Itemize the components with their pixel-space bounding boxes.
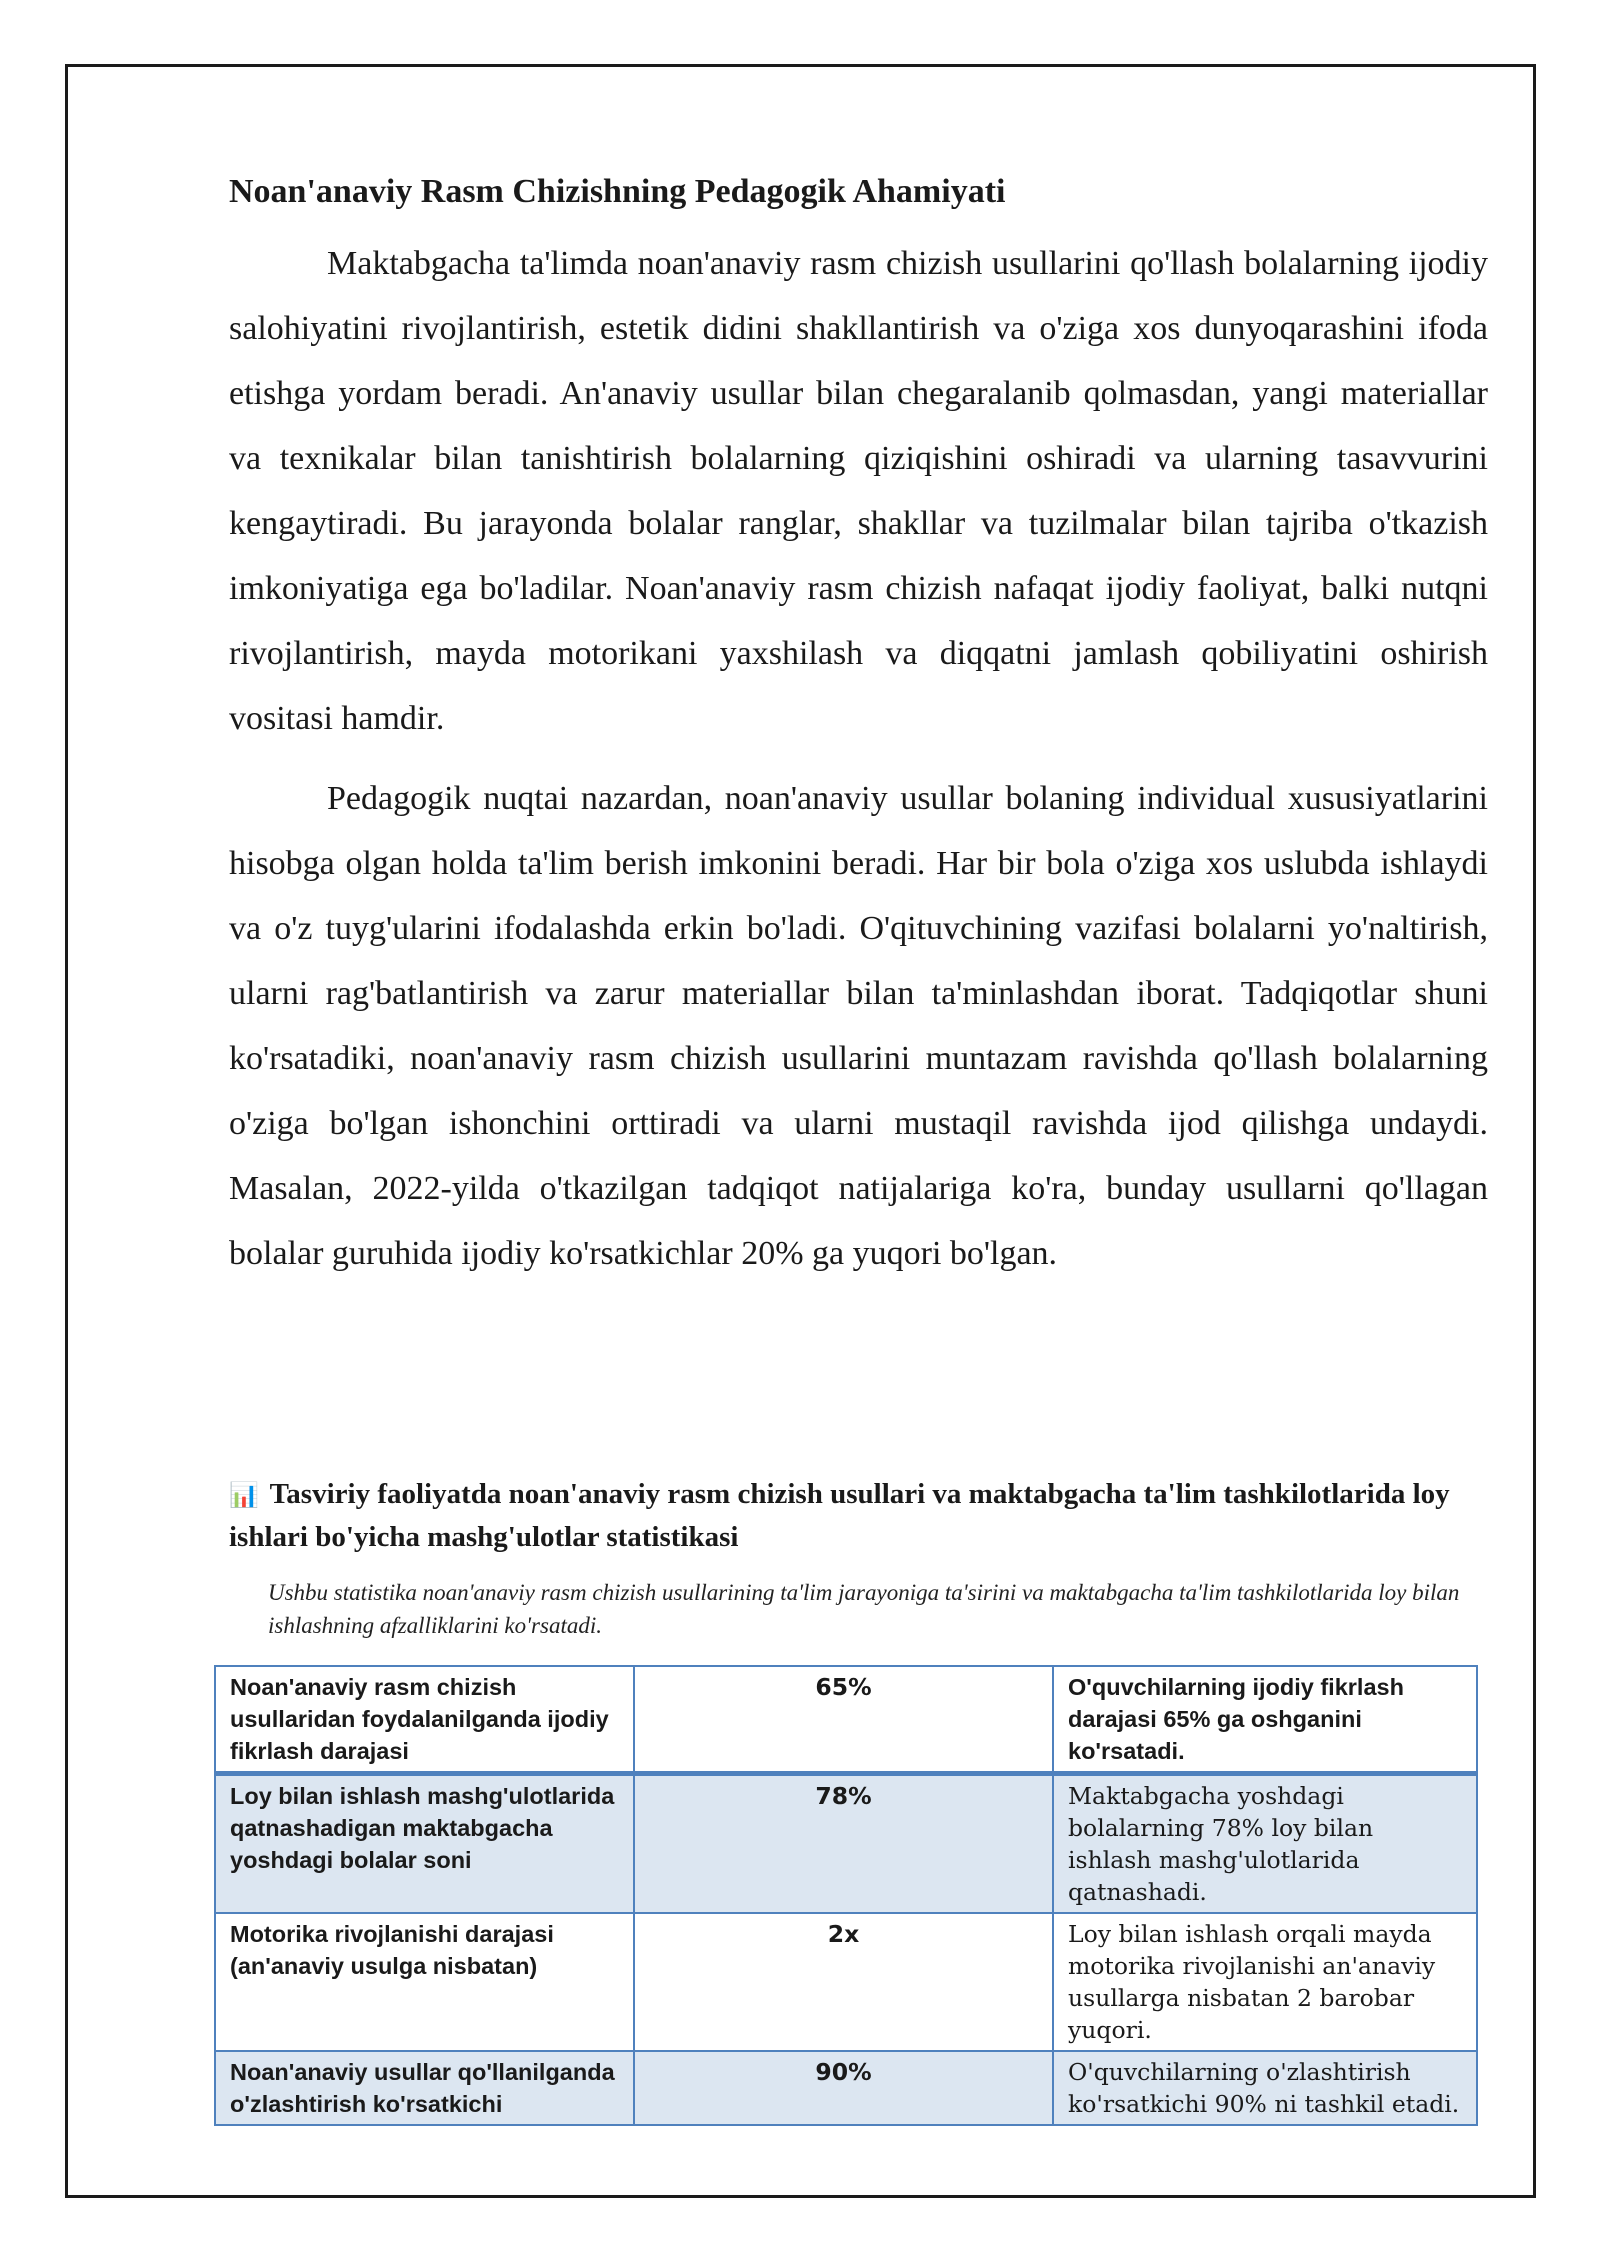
paragraph-2: Pedagogik nuqtai nazardan, noan'anaviy usullar bolaning individual xususiyatlarini hisobga olgan holda ta'lim berish imkonini beradi. Har bir bola o'ziga xos uslubda ishlaydi va o'z tuyg'ularini ifodalashda erkin bo'ladi. O'qituvchining vazifasi bolalarni yo'naltirish, ularni rag'batlantirish va zarur materiallar bilan ta'minlashdan iborat. Tadqiqotlar shuni ko'rsatadiki, noan'anaviy rasm chizish usullarini muntazam ravishda qo'llash bolalarning o'ziga bo'lgan ishonchini orttiradi va ularni mustaqil ravishda ijod qilishga undaydi. Masalan, 2022-yilda o'tkazilgan tadqiqot natijalariga ko'ra, bunday usullarni qo'llagan bolalar guruhida ijodiy ko'rsatkichlar 20% ga yuqori bo'lgan. [229,780,1488,1272]
stats-subtitle: Ushbu statistika noan'anaviy rasm chizish usullarining ta'lim jarayoniga ta'sirini va maktabgacha ta'lim tashkilotlarida loy bilan ishlashning afzalliklarini ko'rsatadi. [268,1580,1460,1638]
row-label: Loy bilan ishlash mashg'ulotlarida qatnashadigan maktabgacha yoshdagi bolalar soni [215,1774,634,1914]
row-label: Noan'anaviy usullar qo'llanilganda o'zlashtirish ko'rsatkichi [215,2051,634,2125]
row-value: 2x [634,1913,1053,2051]
row-description: O'quvchilarning o'zlashtirish ko'rsatkichi 90% ni tashkil etadi. [1053,2051,1477,2125]
row-value: 65% [634,1666,1053,1774]
row-description: Loy bilan ishlash orqali mayda motorika rivojlanishi an'anaviy usullarga nisbatan 2 barobar yuqori. [1053,1913,1477,2051]
stats-title: Tasviriy faoliyatda noan'anaviy rasm chizish usullari va maktabgacha ta'lim tashkilotlarida loy ishlari bo'yicha mashg'ulotlar statistikasi [229,1478,1450,1553]
row-description: Maktabgacha yoshdagi bolalarning 78% loy bilan ishlash mashg'ulotlarida qatnashadi. [1053,1774,1477,1914]
row-label: Motorika rivojlanishi darajasi (an'anaviy usulga nisbatan) [215,1913,634,2051]
row-value: 78% [634,1774,1053,1914]
stats-heading [229,1473,1459,1558]
paragraph-1: Maktabgacha ta'limda noan'anaviy rasm chizish usullarini qo'llash bolalarning ijodiy salohiyatini rivojlantirish, estetik didini shakllantirish va o'ziga xos dunyoqarashini ifoda etishga yordam beradi. An'anaviy usullar bilan chegaralanib qolmasdan, yangi materiallar va texnikalar bilan tanishtirish bolalarning qiziqishini oshiradi va ularning tasavvurini kengaytiradi. Bu jarayonda bolalar ranglar, shakllar va tuzilmalar bilan tajriba o'tkazish imkoniyatiga ega bo'ladilar. Noan'anaviy rasm chizish nafaqat ijodiy faoliyat, balki nutqni rivojlantirish, mayda motorikani yaxshilash va diqqatni jamlash qobiliyatini oshirish vositasi hamdir. [229,245,1488,737]
table-row [215,1666,1477,1774]
row-value: 90% [634,2051,1053,2125]
table-row [215,1774,1477,1914]
table-row [215,1913,1477,2051]
page-title: Noan'anaviy Rasm Chizishning Pedagogik Ahamiyati [229,173,1006,210]
row-description: O'quvchilarning ijodiy fikrlash darajasi 65% ga oshganini ko'rsatadi. [1053,1666,1477,1774]
document-body [229,170,1488,1301]
stats-table [214,1665,1478,2126]
row-label: Noan'anaviy rasm chizish usullaridan foydalanilganda ijodiy fikrlash darajasi [215,1666,634,1774]
bar-chart-icon: 📊 [229,1481,259,1509]
table-row [215,2051,1477,2125]
